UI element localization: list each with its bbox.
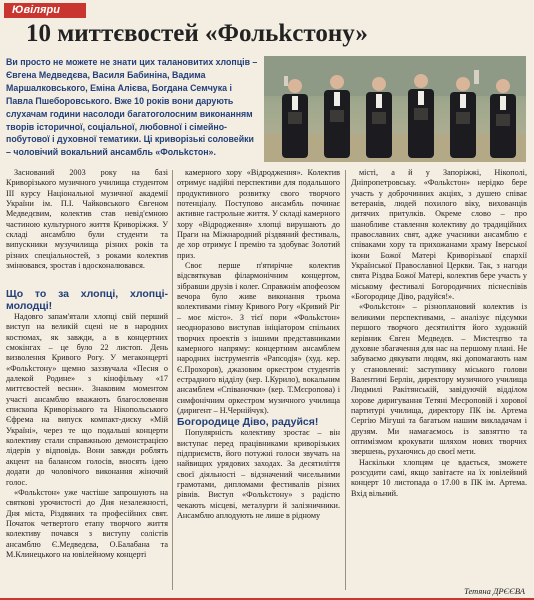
rubric-label: Ювіляри xyxy=(4,3,86,18)
ensemble-photo xyxy=(264,56,526,162)
paragraph: «Фольkстон» уже частіше запрошують на святкові урочистості до Дня незалежності, Дня міста, Різдвяних та професійних свят. Початок четвертого етапу творчого життя колективу почався з виступу солістів ансамблю Є.Медведєва, О.Балабана та М.Клинецького на ювілейному концерті xyxy=(6,487,168,559)
author-signature: Тетяна ДРЄЄВА xyxy=(464,586,525,596)
headline: 10 миттєвостей «Фольkстону» xyxy=(26,20,368,47)
lead-paragraph: Ви просто не можете не знати цих талановитих хлопців – Євгена Медведєва, Василя Бабиніна, Вадима Маршалковського, Еміна Алієва, Богдана Семчука і Павла Пшеборовського. Вже 10 років вони дарують слухачам години насолоди багатоголосним виконанням творів історичної, соціальної, любовної і сімейно-побутової і духовної тематики. Ці криворізькі соловейки – чоловічий вокальний ансамбль «Фольkстон». xyxy=(6,57,258,158)
column-divider xyxy=(172,170,173,590)
paragraph: Своє перше п'ятирічне колектив відсвяткував філармонічним концертом, зібравши друзів і колег. Справжнім апофеозом вечора було живе виконання трьома колективами гімну Кривого Рогу «Кривий Ріг – моє місто». З тієї пори «Фольkстон» неодноразово виступав ініціатором спільних творчих проектів з іншими представниками камерного напряму: концертним ансамблем народних інструментів «Рапсодія» (худ. кер. Є.Прохоров), джазовим оркестром студентів естрадного відділу (кер. І.Курило), вокальним ансамблем «Співаночки» (кер. Т.Мєсропова) і симфонічним оркестром музичного училища (диригент – Н.Чернійчук). xyxy=(177,261,340,415)
paragraph: місті, а й у Запоріжжі, Нікополі, Дніпропетровську. «Фольkстон» нерідко бере участь у доброчинних акціях, з душею співає ветеранів, людей похилого віку, вихованців дитячих притулків. Окреме слово – про шанобливе ставлення колективу до традиційних православних свят, адже учасники ансамблю є співаками хору та прихожанами храму Іверської ікони Божої Матері Криворізької єпархії Української Православної Церкви. Так, з нагоди свята Різдва Божої Матері, колектив бере участь у міському фестивалі Богородичних піснеспівів «Богородице Діво, радуйся!». xyxy=(351,168,527,302)
article-column-1-continued xyxy=(6,288,168,560)
paragraph: Популярність колективу зростає – він виступає перед працівниками криворізьких підприємств, його потужні голоси звучать на найвищих урядових заходах. За десятиліття своєї діяльності – відзначений чисельними грамотами, дипломами фестивалів різних рівнів. Виступ «Фольkстону» з радістю чекають місцеві, металурги й залізничники. Ансамблю аплодують не лише в рідному xyxy=(177,428,340,520)
subheading-2: Богородице Діво, радуйся! xyxy=(177,416,319,429)
paragraph: Наскільки хлопцям це вдається, зможете розсудити самі, якщо завітаєте на їх ювілейний концерт 10 листопада о 17.00 в ПК ім. Артема. Вхід вільний. xyxy=(351,457,527,498)
column-divider xyxy=(345,170,346,590)
paragraph: камерного хору «Відродження». Колектив отримує надійні перспективи для подальшого продуктивного розвитку свого творчого потенціалу. Поступово ансамбль починає активне гастрольне життя. У складі камерного хору «Відродження» хлопці вирушають до Праги на Міжнародний різдвяний фестиваль, де хор отримує І премію та здобуває Золотий приз. xyxy=(177,168,340,260)
subheading-1: Що то за хлопці, хлопці-молодці! xyxy=(6,288,168,312)
article-column-3 xyxy=(351,168,527,499)
paragraph: Заснований 2003 року на базі Криворізького музичного училища студентом III курсу Національної музичної академії України ім. П.І. Чайковського Євгеном Медведєвим, колектив став невід'ємною частиною культурного життя Криворіжжя. У складі ансамблю були студенти та випускники музучилища різних років та різних спеціальностей, з роками колектив змінювався, зростав і вдосконалювався. xyxy=(6,168,168,271)
paragraph: Надовго запам'ятали хлопці свій перший виступ на великій сцені не в народних костюмах, як завжди, а в концертних смокінгах – це було 22 листоп. День визволення Кривого Рогу. У мегаконцерті «Фольkстону» щемно заззвучала «Песня о далекой Родине» з кінофільму «17 миттєвостей весни». Знаковим моментом участі ансамблю вважають благословення єпископа Криворізького та Нікопольського Єфрема на випуск компакт-диску «Мій Україні», через те що подальші концерти колективу стали справжньою демонстрацією лідерів у відповідь. Вони завжди роблять акцент на балансом голосів, вносять ідею додати до чоловічого виконання жіночий голос. xyxy=(6,312,168,487)
article-column-2 xyxy=(177,168,340,521)
paragraph: «Фольkстон» – різноплановий колектив із великими перспективами, – аналізує підсумки першого творчого десятиліття його художній керівник Євген Медведєв. – Мистецтво та духовне збагачення для нас на першому плані. Не забуваємо дякувати людям, які допомагають нам у становленні: заступнику міського голови Валентині Берлін, директору музичного училища Людмилі Ракітянській, завідуючій відділом хорове диригування Тетяні Месроповій і хорової партитурі училища, директору ПК ім. Артема Сергію Мігуші та багатьом нашим викладачам і друзям. Ми намагаємось із завзяттю та оптимізмом крокувати шляхом нових творчих звершень, рухаючись до своєї мети. xyxy=(351,302,527,457)
article-column-1 xyxy=(6,168,168,271)
